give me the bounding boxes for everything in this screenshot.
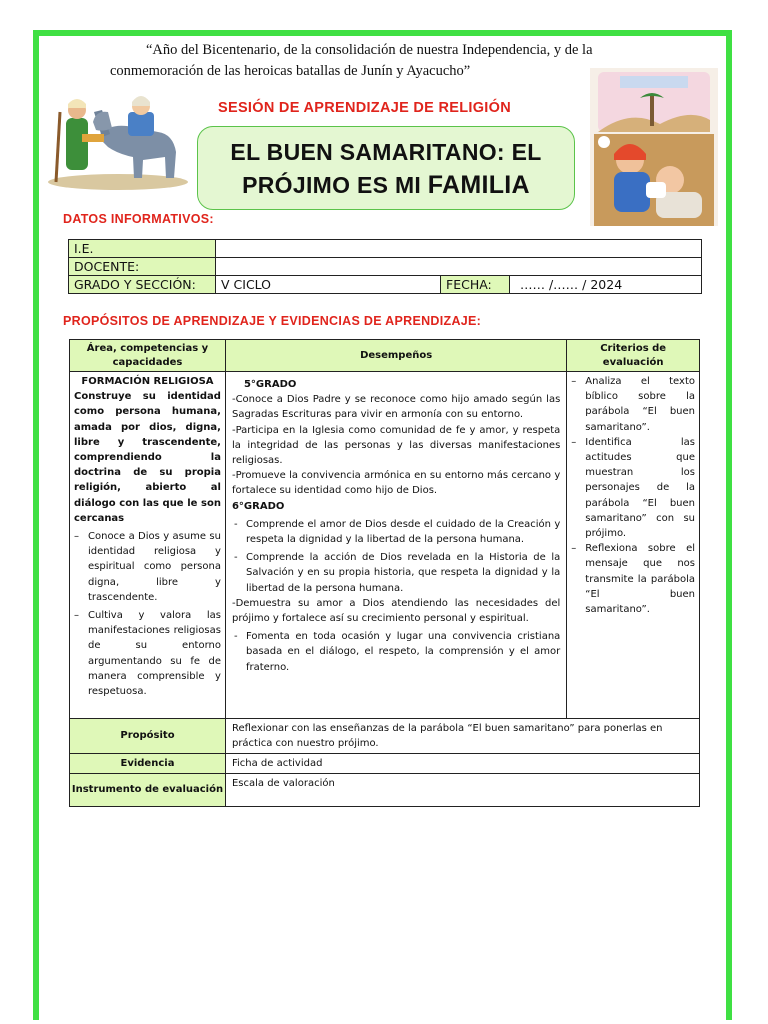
area-capacidad-2: – Cultiva y valora las manifestaciones religiosas de su entorno argumentando su fe de manera comprensible y respetuosa. (74, 608, 221, 699)
criterio-1: – Analiza el texto bíblico sobre la parábola “El buen samaritano”. (571, 374, 695, 435)
area-competencia: Construye su identidad como persona humana, amada por dios, digna, libre y trascendente, comprendiendo la doctrina de su propia religión, abierto al diálogo con las que le son cercanas (74, 391, 221, 524)
motto-line-2: conmemoración de las heroicas batallas de Junín y Ayacucho” (110, 63, 471, 79)
criterios-cell (567, 372, 700, 719)
grado-5-heading: 5°GRADO (243, 379, 297, 390)
instrumento-value: Escala de valoración (225, 774, 699, 807)
main-title-line-2b: FAMILIA (427, 171, 530, 199)
grado-value[interactable]: V CICLO (216, 276, 441, 294)
desempeno-6-4: - Fomenta en toda ocasión y lugar una convivencia cristiana basada en el diálogo, el respeto, la comprensión y el amor fraterno. (232, 629, 560, 675)
national-motto (110, 40, 670, 82)
main-title-line-2a: PRÓJIMO ES MI (242, 172, 422, 198)
area-cell (70, 372, 226, 719)
table-row (69, 240, 702, 258)
table-row (70, 372, 700, 719)
datos-heading: DATOS INFORMATIVOS: (63, 212, 214, 226)
header-desempenos: Desempeños (225, 340, 566, 372)
evidencia-label: Evidencia (70, 754, 226, 774)
area-title: FORMACIÓN RELIGIOSA (81, 376, 214, 387)
desempeno-5-3: -Promueve la convivencia armónica en su entorno más cercano y fortalece su identidad como hijo de Dios. (231, 470, 561, 497)
fecha-label: FECHA: (441, 276, 510, 294)
good-samaritan-illustration (590, 68, 718, 226)
grado-label: GRADO Y SECCIÓN: (69, 276, 216, 294)
ie-value[interactable] (216, 240, 702, 258)
ie-label: I.E. (69, 240, 216, 258)
evidencia-value: Ficha de actividad (225, 754, 699, 774)
table-row (70, 754, 700, 774)
desempeno-5-2: -Participa en la Iglesia como comunidad de fe y amor, y respeta la integridad de las personas y las diversas manifestaciones religiosas. (231, 424, 561, 467)
propositos-table (69, 339, 700, 807)
datos-informativos-table (68, 239, 702, 294)
header-area: Área, competencias y capacidades (70, 340, 226, 372)
proposito-value: Reflexionar con las enseñanzas de la parábola “El buen samaritano” para ponerlas en práctica con nuestro prójimo. (225, 719, 699, 754)
fecha-value[interactable]: …… /…… / 2024 (510, 276, 702, 294)
grado-6-heading: 6°GRADO (231, 500, 285, 512)
table-row (70, 719, 700, 754)
criterio-2: – Identifica las actitudes que muestran los personajes de la parábola “El buen samaritano” con su prójimo. (571, 435, 695, 541)
main-title-line-1: EL BUEN SAMARITANO: EL (230, 139, 542, 165)
proposito-label: Propósito (70, 719, 226, 754)
session-title: SESIÓN DE APRENDIZAJE DE RELIGIÓN (218, 100, 511, 116)
criterio-3: – Reflexiona sobre el mensaje que nos transmite la parábola “El buen samaritano”. (571, 541, 695, 617)
desempeno-6-1: - Comprende el amor de Dios desde el cuidado de la Creación y respeta la dignidad y la libertad de la persona humana. (232, 517, 560, 547)
area-capacidad-1: – Conoce a Dios y asume su identidad religiosa y espiritual como persona digna, libre y trascendente. (74, 529, 221, 605)
propositos-heading: PROPÓSITOS DE APRENDIZAJE Y EVIDENCIAS DE APRENDIZAJE: (63, 314, 482, 328)
table-row (70, 774, 700, 807)
desempenos-cell (225, 372, 566, 719)
main-title-box (197, 126, 575, 210)
desempeno-5-1: -Conoce a Dios Padre y se reconoce como hijo amado según las Sagradas Escrituras para vivir en armonía con su entorno. (231, 394, 561, 421)
instrumento-label: Instrumento de evaluación (70, 774, 226, 807)
header-criterios: Criterios de evaluación (567, 340, 700, 372)
table-row (69, 276, 702, 294)
desempeno-6-3: -Demuestra su amor a Dios atendiendo las necesidades del prójimo y fortalece así su crecimiento personal y espiritual. (231, 597, 561, 625)
main-title-line-2 (198, 169, 574, 202)
table-header-row (70, 340, 700, 372)
desempeno-6-2: - Comprende la acción de Dios revelada en la Historia de la Salvación y en su propia historia, que respeta la dignidad y la libertad de la persona humana. (232, 550, 560, 596)
table-row (69, 258, 702, 276)
docente-value[interactable] (216, 258, 702, 276)
samaritan-donkey-illustration (38, 82, 198, 192)
motto-line-1: “Año del Bicentenario, de la consolidación de nuestra Independencia, y de la (146, 42, 593, 58)
docente-label: DOCENTE: (69, 258, 216, 276)
